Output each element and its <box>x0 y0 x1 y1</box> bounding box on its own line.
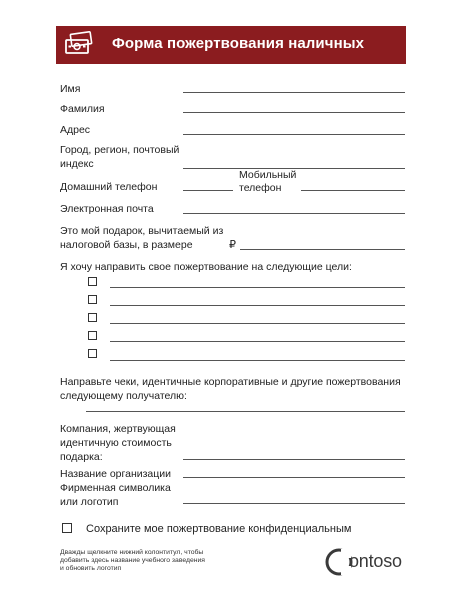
recipient-label-line1: Направьте чеки, идентичные корпоративные и другие пожертвования <box>60 376 401 388</box>
last-name-field[interactable] <box>183 112 405 113</box>
purpose-checkbox-5[interactable] <box>88 349 97 358</box>
city-label-line1: Город, регион, почтовый <box>60 144 180 156</box>
address-field[interactable] <box>183 134 405 135</box>
gift-label-line1: Это мой подарок, вычитаемый из <box>60 225 224 237</box>
recipient-field[interactable] <box>86 411 405 412</box>
footer-line-1: Дважды щелкните нижний колонтитул, чтобы <box>60 549 204 556</box>
last-name-label: Фамилия <box>60 103 105 115</box>
branding-label-line2: или логотип <box>60 496 119 508</box>
mobile-label-line2: телефон <box>239 182 282 194</box>
home-phone-field[interactable] <box>183 190 233 191</box>
confidential-label: Сохраните мое пожертвование конфиденциальным <box>86 523 352 535</box>
mobile-phone-field[interactable] <box>301 190 405 191</box>
purpose-field-4[interactable] <box>110 341 405 342</box>
purpose-checkbox-3[interactable] <box>88 313 97 322</box>
branding-label-line1: Фирменная символика <box>60 482 171 494</box>
first-name-field[interactable] <box>183 92 405 93</box>
company-label-line2: идентичную стоимость <box>60 437 172 449</box>
branding-field[interactable] <box>183 503 405 504</box>
purpose-checkbox-4[interactable] <box>88 331 97 340</box>
gift-amount-field[interactable] <box>240 249 405 250</box>
page-title: Форма пожертвования наличных <box>112 35 365 52</box>
footer-line-3: и обновить логотип <box>60 565 122 572</box>
home-phone-label: Домашний телефон <box>60 181 158 193</box>
footer-line-2: добавить здесь название учебного заведения <box>60 557 205 564</box>
purpose-field-5[interactable] <box>110 360 405 361</box>
mobile-label-line1: Мобильный <box>239 169 297 181</box>
address-label: Адрес <box>60 124 91 136</box>
company-label-line1: Компания, жертвующая <box>60 423 176 435</box>
purpose-field-2[interactable] <box>110 305 405 306</box>
confidential-checkbox[interactable] <box>62 523 72 533</box>
first-name-label: Имя <box>60 83 81 95</box>
organization-label-line1: Название организации <box>60 468 172 480</box>
organization-field[interactable] <box>183 477 405 478</box>
email-field[interactable] <box>183 213 405 214</box>
recipient-label-line2: следующему получателю: <box>60 390 187 402</box>
purpose-field-1[interactable] <box>110 287 405 288</box>
logo-text: ontoso <box>349 551 402 571</box>
purpose-checkbox-2[interactable] <box>88 295 97 304</box>
purpose-checkbox-1[interactable] <box>88 277 97 286</box>
gift-label-line2: налоговой базы, в размере <box>60 239 193 251</box>
company-field[interactable] <box>183 459 405 460</box>
currency-symbol: ₽ <box>229 239 236 251</box>
email-label: Электронная почта <box>60 203 154 215</box>
purposes-intro: Я хочу направить свое пожертвование на следующие цели: <box>60 261 352 273</box>
purpose-field-3[interactable] <box>110 323 405 324</box>
cash-icon <box>64 31 94 57</box>
city-label-line2: индекс <box>60 158 94 170</box>
company-label-line3: подарка: <box>60 451 103 463</box>
header-banner <box>56 26 406 64</box>
